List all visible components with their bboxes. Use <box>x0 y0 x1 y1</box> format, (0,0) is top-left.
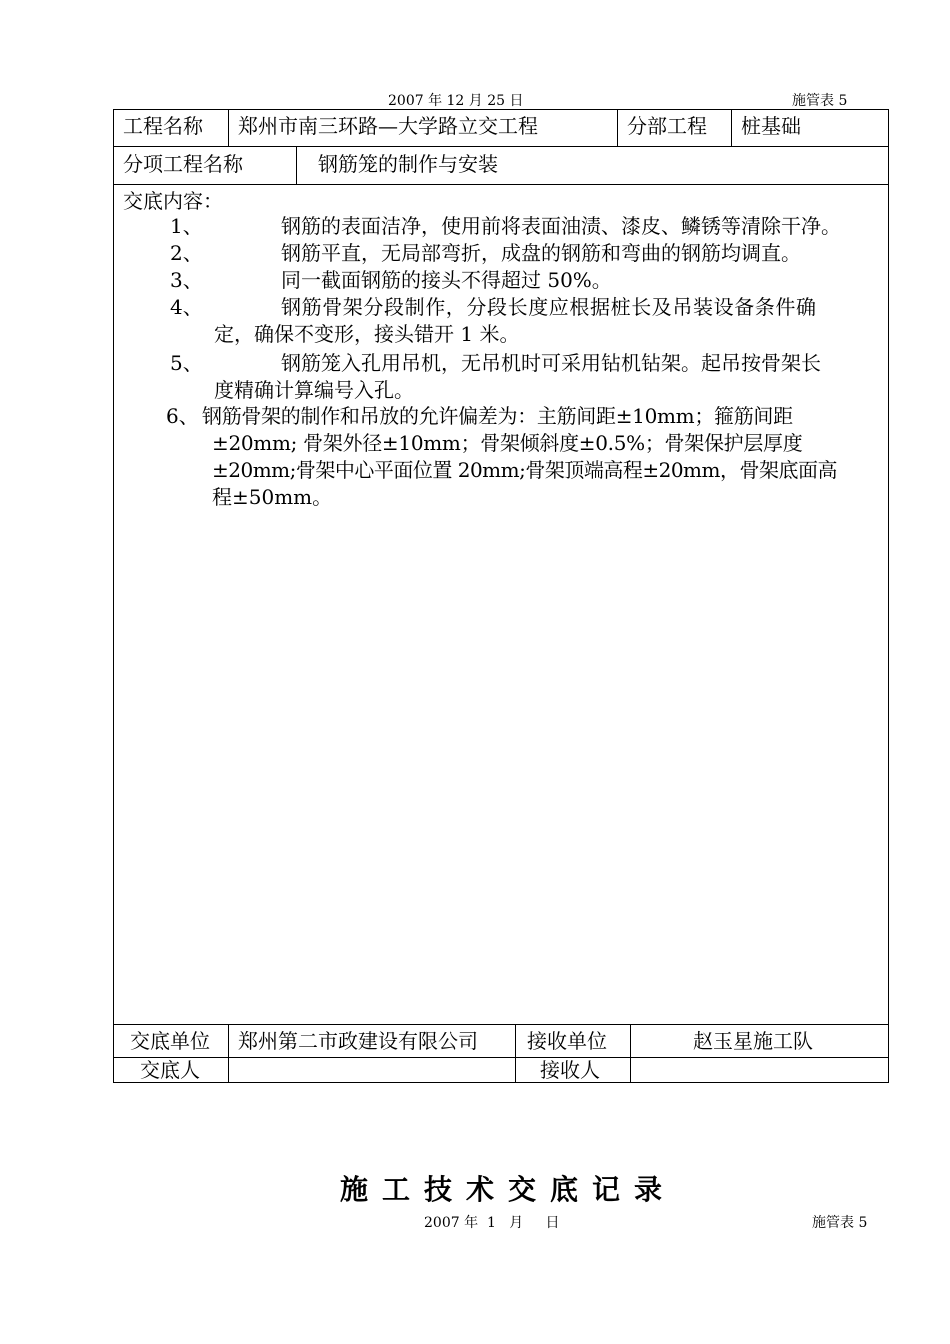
item-text: 度精确计算编号入孔。 <box>214 378 414 402</box>
issuer-unit-label: 交底单位 <box>130 1029 210 1053</box>
col-divider <box>228 109 229 146</box>
item-text: 同一截面钢筋的接头不得超过 50%。 <box>281 268 612 292</box>
item-text: ±20mm; 骨架外径±10mm；骨架倾斜度±0.5%；骨架保护层厚度 <box>212 431 803 455</box>
item-text: 定，确保不变形，接头错开 1 米。 <box>214 322 520 346</box>
division-label: 分部工程 <box>627 114 707 138</box>
table-border-right <box>888 109 889 1083</box>
next-page-date: 2007 年 1 月 日 <box>424 1215 560 1231</box>
table-border-top <box>113 109 889 110</box>
col-divider <box>296 146 297 184</box>
item-text: 钢筋骨架的制作和吊放的允许偏差为：主筋间距±10mm；箍筋间距 <box>202 404 793 428</box>
item-number: 6、 <box>166 404 199 428</box>
table-border-bottom <box>113 1082 889 1083</box>
col-divider <box>731 109 732 146</box>
item-number: 2、 <box>170 241 203 265</box>
col-divider <box>630 1024 631 1082</box>
record-date: 2007 年 12 月 25 日 <box>388 93 524 109</box>
row-divider <box>113 1024 889 1025</box>
item-number: 3、 <box>170 268 203 292</box>
item-text: ±20mm;骨架中心平面位置 20mm;骨架顶端高程±20mm，骨架底面高 <box>212 458 837 482</box>
receiver-unit-label: 接收单位 <box>527 1029 607 1053</box>
row-divider <box>113 1057 889 1058</box>
division-value: 桩基础 <box>741 114 801 138</box>
receiver-person-label: 接收人 <box>540 1058 600 1082</box>
item-number: 5、 <box>170 351 203 375</box>
row-divider <box>113 146 889 147</box>
project-name-value: 郑州市南三环路—大学路立交工程 <box>238 114 538 138</box>
item-number: 1、 <box>170 214 203 238</box>
issuer-person-label: 交底人 <box>140 1058 200 1082</box>
table-border-left <box>113 109 114 1083</box>
content-label: 交底内容： <box>123 189 223 213</box>
issuer-unit-value: 郑州第二市政建设有限公司 <box>238 1029 478 1053</box>
next-page-title: 施工技术交底记录 <box>340 1173 677 1206</box>
subitem-value: 钢筋笼的制作与安装 <box>318 152 498 176</box>
col-divider <box>228 1024 229 1082</box>
next-page-form-number: 施管表 5 <box>812 1215 868 1231</box>
item-number: 4、 <box>170 295 203 319</box>
item-text: 钢筋骨架分段制作，分段长度应根据桩长及吊装设备条件确 <box>281 295 817 319</box>
project-name-label: 工程名称 <box>123 114 203 138</box>
item-text: 钢筋平直，无局部弯折，成盘的钢筋和弯曲的钢筋均调直。 <box>281 241 801 265</box>
col-divider <box>515 1024 516 1082</box>
item-text: 钢筋笼入孔用吊机，无吊机时可采用钻机钻架。起吊按骨架长 <box>281 351 821 375</box>
row-divider <box>113 184 889 185</box>
subitem-label: 分项工程名称 <box>123 152 243 176</box>
item-text: 程±50mm。 <box>212 485 333 509</box>
item-text: 钢筋的表面洁净，使用前将表面油渍、漆皮、鳞锈等清除干净。 <box>281 214 841 238</box>
form-number: 施管表 5 <box>792 93 848 109</box>
col-divider <box>617 109 618 146</box>
receiver-unit-value: 赵玉星施工队 <box>693 1029 813 1053</box>
